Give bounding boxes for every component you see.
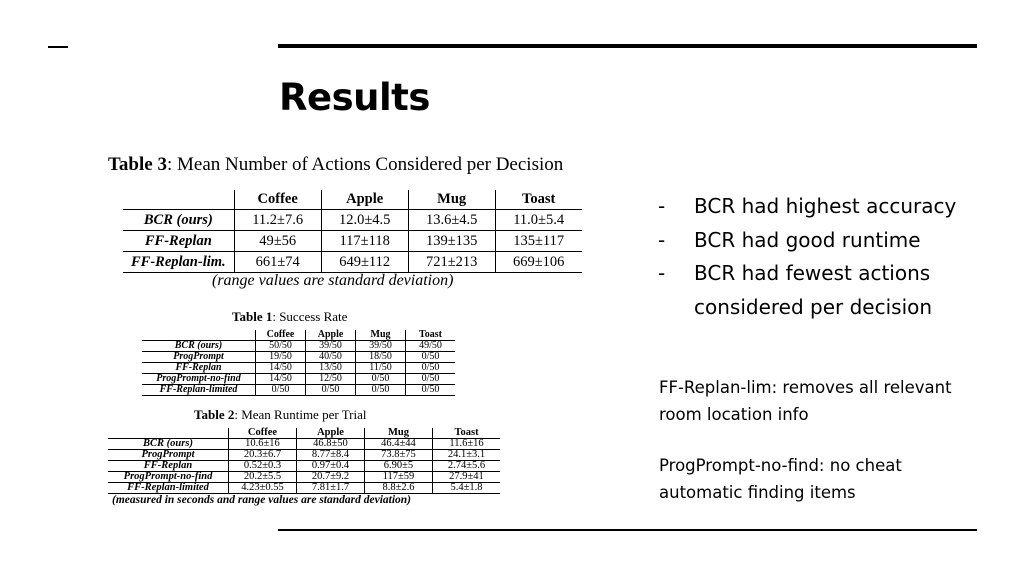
- note-ff-replan-lim: FF-Replan-lim: removes all relevant room location info: [659, 378, 952, 424]
- table-cell: 10.6±16: [229, 439, 297, 450]
- table-cell: 0.97±0.4: [297, 461, 365, 472]
- table1-col-header: Toast: [406, 330, 456, 341]
- table-cell: 12/50: [306, 374, 356, 385]
- table-cell: 20.3±6.7: [229, 450, 297, 461]
- table-cell: 18/50: [356, 352, 406, 363]
- table-row: [123, 210, 582, 231]
- table-cell: 14/50: [256, 374, 306, 385]
- table1-col-header: Coffee: [256, 330, 306, 341]
- table-cell: 40/50: [306, 352, 356, 363]
- table-cell: 19/50: [256, 352, 306, 363]
- top-divider: [278, 44, 977, 48]
- table-row: [142, 352, 455, 363]
- corner-dash-decoration: [48, 46, 68, 48]
- table-cell: 135±117: [495, 231, 582, 252]
- table1-success-rate: [142, 330, 455, 396]
- table-cell: 117±118: [321, 231, 408, 252]
- row-label: BCR (ours): [123, 210, 234, 231]
- row-label: FF-Replan-limited: [108, 483, 229, 494]
- table2-col-header: Toast: [433, 428, 501, 439]
- table-cell: 117±59: [365, 472, 433, 483]
- table2-col-header: Coffee: [229, 428, 297, 439]
- table-cell: 14/50: [256, 363, 306, 374]
- table1-caption: [232, 309, 347, 325]
- table-cell: 721±213: [408, 252, 495, 273]
- table-cell: 2.74±5.6: [433, 461, 501, 472]
- table-cell: 24.1±3.1: [433, 450, 501, 461]
- row-label: BCR (ours): [108, 439, 229, 450]
- table-cell: 20.7±9.2: [297, 472, 365, 483]
- table-row: [108, 461, 500, 472]
- table1-caption-label: Table 1: [232, 309, 273, 324]
- table1-caption-text: : Success Rate: [272, 309, 348, 324]
- table-cell: 5.4±1.8: [433, 483, 501, 494]
- row-label: ProgPrompt: [108, 450, 229, 461]
- table-row: [142, 374, 455, 385]
- table3-caption: [108, 154, 563, 176]
- table-cell: 8.8±2.6: [365, 483, 433, 494]
- table-cell: 0/50: [356, 385, 406, 396]
- table1-header-row: [142, 330, 455, 341]
- table-cell: 11.6±16: [433, 439, 501, 450]
- table3-col-header: Apple: [321, 190, 408, 210]
- bullet-item: - BCR had fewest actions considered per decision: [656, 257, 976, 324]
- table-row: [142, 341, 455, 352]
- table-row: [108, 439, 500, 450]
- table3-actions-considered: [123, 190, 582, 273]
- row-label: FF-Replan: [123, 231, 234, 252]
- table-cell: 0/50: [356, 374, 406, 385]
- table3-header-row: [123, 190, 582, 210]
- table-cell: 13.6±4.5: [408, 210, 495, 231]
- table-cell: 12.0±4.5: [321, 210, 408, 231]
- table3-caption-label: Table 3: [108, 154, 167, 175]
- row-label: FF-Replan-limited: [142, 385, 256, 396]
- table-cell: 0/50: [406, 352, 456, 363]
- table2-col-header: Mug: [365, 428, 433, 439]
- table-cell: 20.2±5.5: [229, 472, 297, 483]
- table-cell: 27.9±41: [433, 472, 501, 483]
- table1-col-header: Mug: [356, 330, 406, 341]
- row-label: BCR (ours): [142, 341, 256, 352]
- table-cell: 50/50: [256, 341, 306, 352]
- table2-caption: [194, 407, 367, 423]
- table-cell: 0/50: [406, 385, 456, 396]
- table2-note: (measured in seconds and range values are standard deviation): [112, 494, 412, 506]
- bottom-divider: [278, 529, 977, 531]
- table-cell: 8.77±8.4: [297, 450, 365, 461]
- table-row: [123, 252, 582, 273]
- table2-caption-label: Table 2: [194, 407, 235, 422]
- note-progprompt-no-find: ProgPrompt-no-find: no cheat automatic finding items: [659, 456, 902, 502]
- table2-col-header: Apple: [297, 428, 365, 439]
- row-label: ProgPrompt-no-find: [142, 374, 256, 385]
- table2-caption-text: : Mean Runtime per Trial: [234, 407, 367, 422]
- table2-header-row: [108, 428, 500, 439]
- row-label: ProgPrompt-no-find: [108, 472, 229, 483]
- table3-corner-cell: [123, 190, 234, 210]
- table-cell: 0/50: [406, 374, 456, 385]
- table-cell: 0/50: [256, 385, 306, 396]
- table-cell: 11.2±7.6: [234, 210, 321, 231]
- table-cell: 49/50: [406, 341, 456, 352]
- bullet-item: - BCR had good runtime: [656, 224, 976, 258]
- table3-col-header: Coffee: [234, 190, 321, 210]
- table-cell: 39/50: [306, 341, 356, 352]
- table-cell: 6.90±5: [365, 461, 433, 472]
- table3-note: (range values are standard deviation): [212, 272, 454, 289]
- table-row: [108, 472, 500, 483]
- table-cell: 4.23±0.55: [229, 483, 297, 494]
- table-cell: 49±56: [234, 231, 321, 252]
- table-cell: 46.8±50: [297, 439, 365, 450]
- row-label: FF-Replan: [142, 363, 256, 374]
- table-cell: 13/50: [306, 363, 356, 374]
- table-cell: 0.52±0.3: [229, 461, 297, 472]
- table3-caption-text: : Mean Number of Actions Considered per Decision: [166, 154, 564, 175]
- table-cell: 46.4±44: [365, 439, 433, 450]
- table3-col-header: Toast: [495, 190, 582, 210]
- table-row: [123, 231, 582, 252]
- table-row: [142, 363, 455, 374]
- table1-col-header: Apple: [306, 330, 356, 341]
- table-cell: 11.0±5.4: [495, 210, 582, 231]
- row-label: ProgPrompt: [142, 352, 256, 363]
- table-cell: 7.81±1.7: [297, 483, 365, 494]
- table-cell: 73.8±75: [365, 450, 433, 461]
- table-cell: 11/50: [356, 363, 406, 374]
- table-cell: 0/50: [406, 363, 456, 374]
- row-label: FF-Replan: [108, 461, 229, 472]
- table-cell: 661±74: [234, 252, 321, 273]
- table-cell: 649±112: [321, 252, 408, 273]
- table-row: [142, 385, 455, 396]
- table-row: [108, 483, 500, 494]
- slide-title: Results: [279, 76, 430, 119]
- row-label: FF-Replan-lim.: [123, 252, 234, 273]
- results-bullet-list: [656, 190, 976, 324]
- bullet-item: - BCR had highest accuracy: [656, 190, 976, 224]
- table2-corner-cell: [108, 428, 229, 439]
- table-cell: 39/50: [356, 341, 406, 352]
- table-row: [108, 450, 500, 461]
- table2-mean-runtime: [108, 428, 500, 494]
- table3-col-header: Mug: [408, 190, 495, 210]
- table1-corner-cell: [142, 330, 256, 341]
- table-cell: 669±106: [495, 252, 582, 273]
- table-cell: 139±135: [408, 231, 495, 252]
- table-cell: 0/50: [306, 385, 356, 396]
